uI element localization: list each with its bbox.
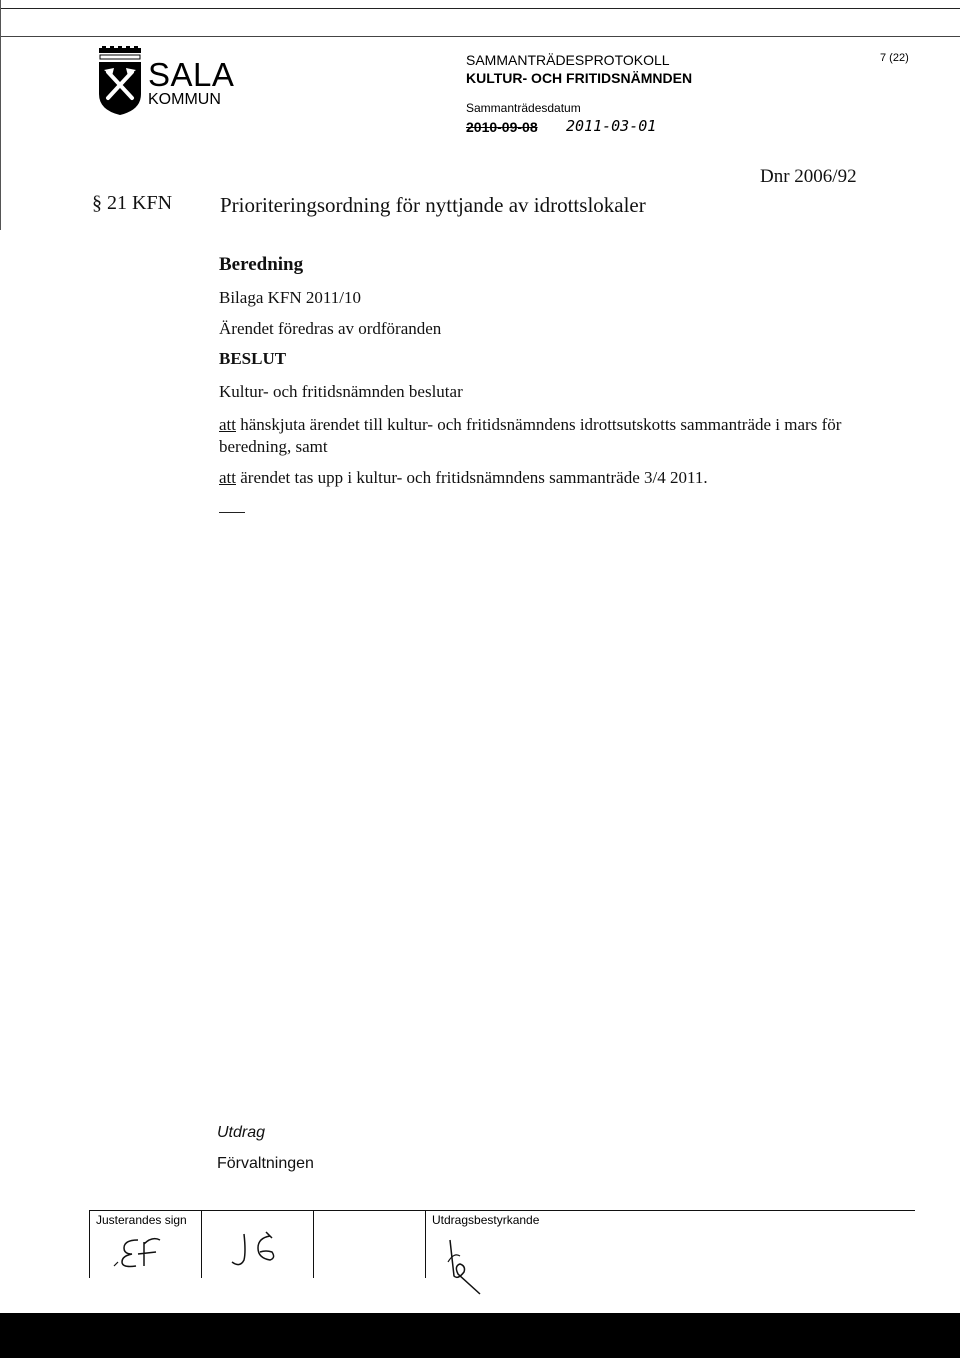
beslut-heading: BESLUT <box>219 349 287 368</box>
meeting-date-struck: 2010-09-08 <box>466 119 538 135</box>
section-number: § 21 KFN <box>92 192 173 214</box>
presentation-note: Ärendet föredras av ordföranden <box>219 319 442 338</box>
beredning-heading: Beredning <box>219 254 304 275</box>
decision-point-1-text: hänskjuta ärendet till kultur- och fritidsnämndens idrottsutskotts sammanträde i mars för beredning, samt <box>219 415 842 456</box>
meeting-date-handwritten: 2011-03-01 <box>566 117 657 135</box>
scan-bottom-border <box>0 1313 960 1358</box>
scan-top-line <box>0 8 960 9</box>
footer-divider-4 <box>425 1210 426 1278</box>
att-keyword: att <box>219 415 236 434</box>
decision-intro: Kultur- och fritidsnämnden beslutar <box>219 382 463 401</box>
footer-divider-2 <box>201 1210 202 1278</box>
utdragsbestyrkande-label: Utdragsbestyrkande <box>432 1213 540 1227</box>
case-number: Dnr 2006/92 <box>760 166 857 187</box>
signature-utdrag-icon <box>440 1236 500 1296</box>
decision-point-2 <box>219 467 879 489</box>
footer-divider-3 <box>313 1210 314 1278</box>
sala-kommun-logo <box>96 46 256 116</box>
footer-top-line <box>89 1210 915 1211</box>
protocol-title: SAMMANTRÄDESPROTOKOLL <box>466 52 670 68</box>
signature-je-icon <box>226 1228 296 1272</box>
logo-sala-text: SALA <box>148 56 235 93</box>
justerandes-sign-label: Justerandes sign <box>96 1213 187 1227</box>
extract-label: Utdrag <box>217 1124 266 1141</box>
page-number: 7 (22) <box>880 52 909 64</box>
logo-kommun-text: KOMMUN <box>148 91 221 108</box>
recipient-label: Förvaltningen <box>217 1155 314 1172</box>
meeting-date-label: Sammanträdesdatum <box>466 101 581 115</box>
section-title: Prioriteringsordning för nyttjande av idrottslokaler <box>220 193 646 217</box>
committee-name: KULTUR- OCH FRITIDSNÄMNDEN <box>466 70 693 86</box>
coat-of-arms-icon <box>96 46 144 116</box>
end-dash <box>219 512 245 513</box>
signature-ef-icon <box>110 1232 190 1272</box>
attachment-reference: Bilaga KFN 2011/10 <box>219 288 361 307</box>
att-keyword: att <box>219 468 236 487</box>
decision-point-2-text: ärendet tas upp i kultur- och fritidsnämndens sammanträde 3/4 2011. <box>236 468 708 487</box>
footer-divider-left <box>89 1210 90 1278</box>
decision-point-1 <box>219 414 879 458</box>
scan-top-line-2 <box>0 36 960 37</box>
scan-left-edge <box>0 0 1 230</box>
